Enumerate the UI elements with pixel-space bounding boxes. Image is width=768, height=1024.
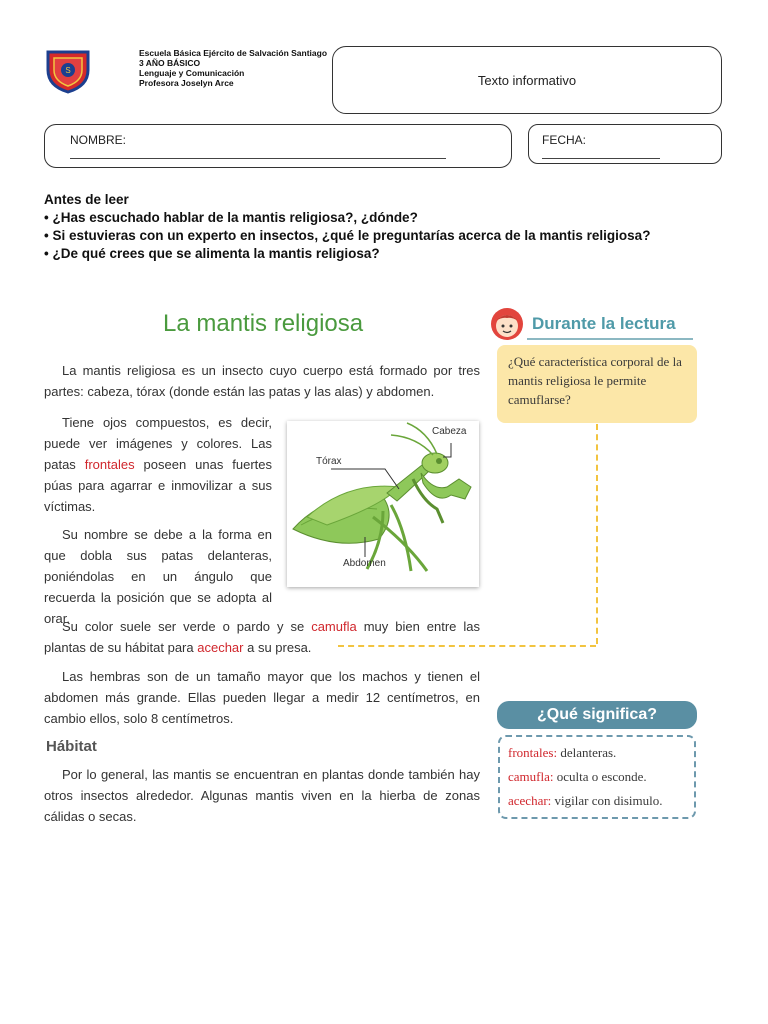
teacher: Profesora Joselyn Arce: [139, 78, 234, 88]
glossary-term: acechar:: [508, 793, 552, 808]
pre-reading-question: • Si estuvieras con un experto en insectos, ¿qué le preguntarías acerca de la mantis religiosa?: [44, 228, 651, 243]
during-reading-title: Durante la lectura: [532, 314, 676, 333]
paragraph-text: Las hembras son de un tamaño mayor que los machos y tienen el abdomen más grande. Ellas pueden llegar a medir 12 centímetros, en cambio ellos, solo 8 centímetros.: [44, 669, 480, 726]
paragraph: [44, 360, 480, 402]
reading-title: La mantis religiosa: [163, 310, 364, 337]
paragraph: [44, 412, 272, 517]
paragraph: [44, 524, 272, 629]
document-type: Texto informativo: [477, 72, 577, 88]
paragraph: [44, 616, 480, 658]
grade: 3 AÑO BÁSICO: [139, 58, 201, 68]
paragraph: [44, 666, 480, 729]
figure-label-abdomen: Abdomen: [343, 558, 386, 569]
paragraph-text: Su nombre se debe a la forma en que dobla sus patas delanteras, poniéndolas en un ángulo que recuerda la posición que se adopta al orar.: [44, 527, 272, 626]
glossary-definition: oculta o esconde.: [553, 769, 647, 784]
glossary-definition: delanteras.: [557, 745, 617, 760]
paragraph: [44, 764, 480, 827]
glossary-item: [508, 793, 663, 809]
highlighted-word: frontales: [84, 457, 135, 472]
school-info: [139, 48, 327, 88]
glossary-item: [508, 745, 616, 761]
title-underline: [527, 338, 693, 340]
connector-line: [338, 645, 596, 647]
pre-reading-title: Antes de leer: [44, 192, 129, 207]
paragraph-text: Tiene ojos compuestos, es decir, puede ver imágenes y colores. Las patas: [44, 415, 272, 472]
pre-reading-section: [44, 191, 650, 263]
svg-text:S: S: [65, 66, 71, 75]
pre-reading-question: • ¿Has escuchado hablar de la mantis religiosa?, ¿dónde?: [44, 210, 418, 225]
glossary-title: ¿Qué significa?: [536, 706, 657, 723]
highlighted-word: camufla: [311, 619, 357, 634]
during-reading-question: ¿Qué característica corporal de la mantis religiosa le permite camuflarse?: [508, 354, 682, 407]
glossary-definition: vigilar con disimulo.: [551, 793, 663, 808]
glossary-item: [508, 769, 647, 785]
paragraph-text: Por lo general, las mantis se encuentran en plantas donde también hay otros insectos alrededor. Algunas mantis viven en la hierba de zonas cálidas o secas.: [44, 767, 480, 824]
section-heading: Hábitat: [46, 738, 97, 755]
paragraph-text: La mantis religiosa es un insecto cuyo cuerpo está formado por tres partes: cabeza, tórax (donde están las patas y las alas) y abdomen.: [44, 363, 480, 399]
paragraph-text: Su color suele ser verde o pardo y se: [62, 619, 312, 634]
glossary-header: [497, 701, 697, 729]
figure-label-head: Cabeza: [432, 426, 467, 437]
school-shield-logo: [44, 46, 92, 94]
date-field[interactable]: [542, 158, 660, 159]
figure-label-thorax: Tórax: [316, 456, 342, 467]
school-name: Escuela Básica Ejército de Salvación Santiago: [139, 48, 328, 58]
paragraph-text: a su presa.: [243, 640, 312, 655]
pre-reading-question: • ¿De qué crees que se alimenta la mantis religiosa?: [44, 246, 380, 261]
paragraph-text: poseen unas fuertes púas para agarrar e inmovilizar a sus víctimas.: [44, 457, 272, 514]
glossary-term: camufla:: [508, 769, 554, 784]
connector-line: [596, 424, 598, 644]
document-type-box: [332, 46, 722, 114]
subject: Lenguaje y Comunicación: [139, 68, 245, 78]
student-face-icon: [490, 307, 524, 341]
name-field[interactable]: [70, 158, 446, 159]
glossary-term: frontales:: [508, 745, 558, 760]
name-label: NOMBRE:: [70, 133, 127, 147]
date-label: FECHA:: [542, 133, 587, 147]
paragraph-text: muy bien entre las plantas de su hábitat para: [44, 619, 480, 655]
highlighted-word: acechar: [197, 640, 244, 655]
